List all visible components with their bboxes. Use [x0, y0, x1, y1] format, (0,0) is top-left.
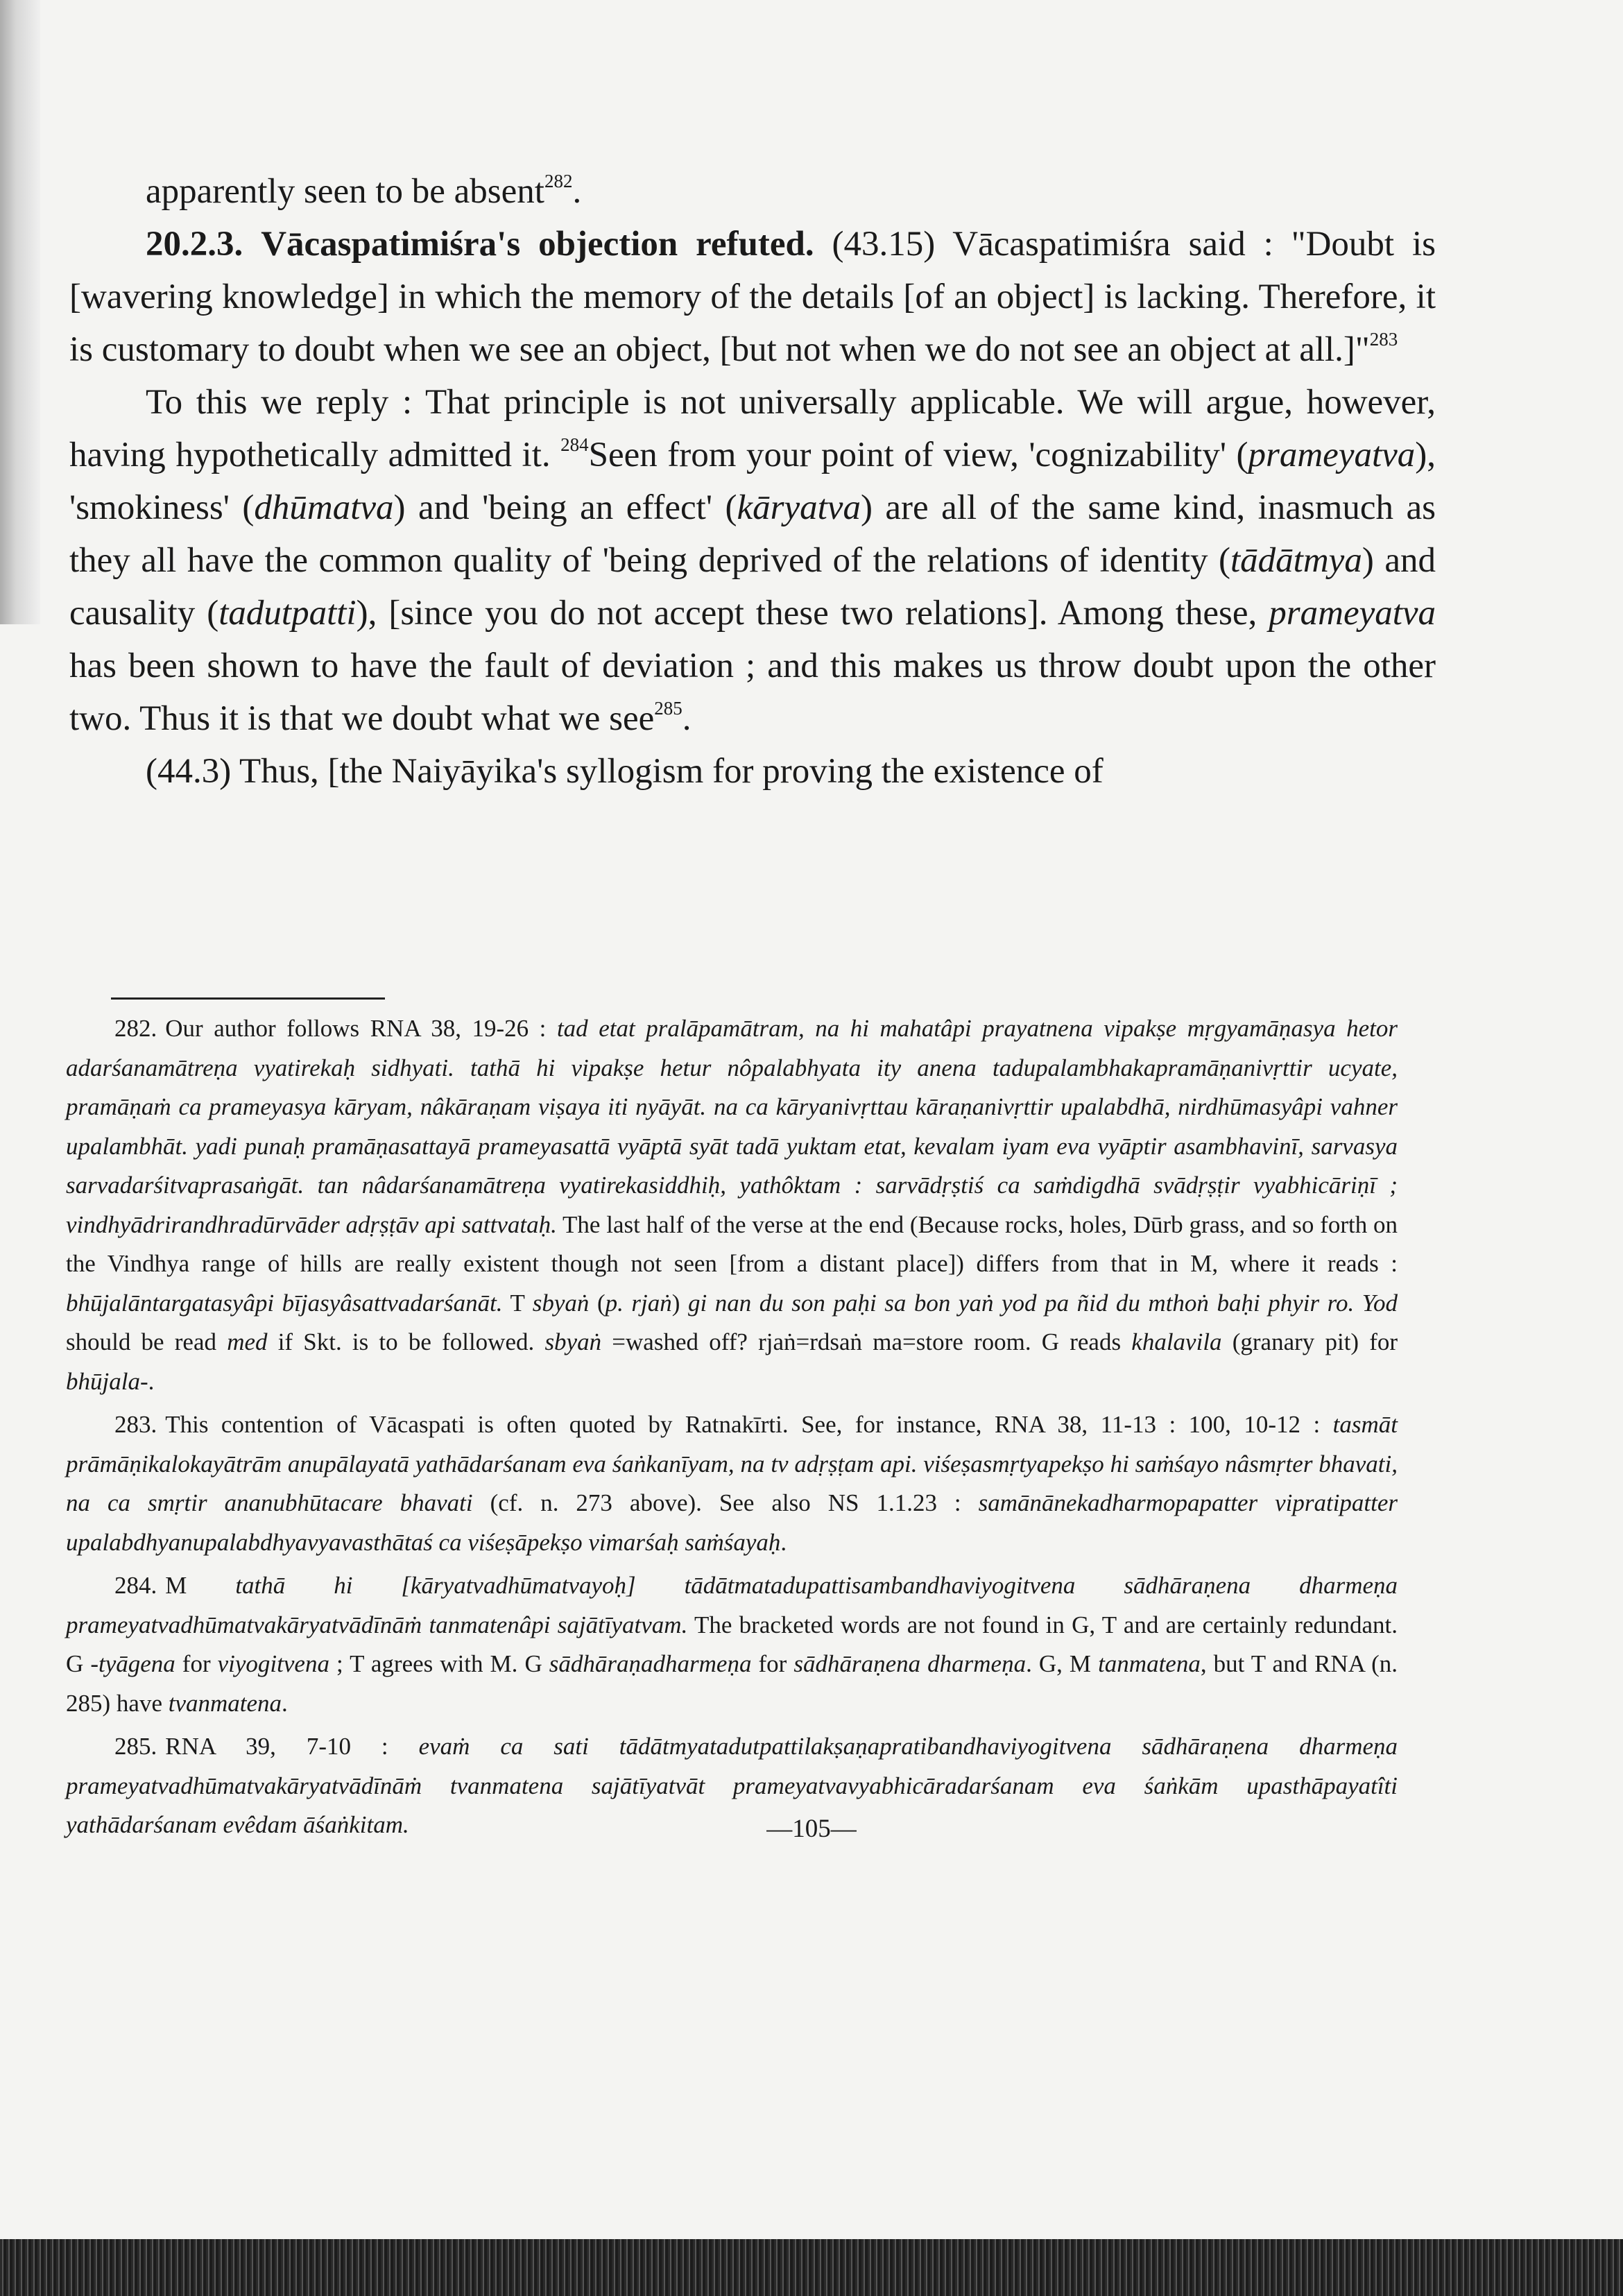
paragraph-3: [69, 376, 1436, 745]
text-span: T: [510, 1289, 525, 1317]
footnote-282: [66, 1009, 1398, 1401]
page-number: —105—: [766, 1815, 857, 1843]
tibetan-text: sbyaṅ: [532, 1289, 590, 1317]
footnote-number: 285.: [114, 1733, 157, 1760]
text-span: .: [282, 1689, 288, 1717]
term-tadatmya: tādātmya: [1230, 541, 1362, 580]
text-span: M: [165, 1572, 187, 1599]
text-span: Our author follows RNA 38, 19-26 :: [165, 1015, 547, 1042]
tibetan-text: sbyaṅ: [544, 1328, 602, 1355]
text-span: ), [since you do not accept these two relations]. Among these,: [356, 594, 1257, 633]
text-span: . G, M: [1026, 1650, 1092, 1677]
tibetan-text: p. rjaṅ: [605, 1289, 672, 1317]
text-span: ): [671, 1289, 680, 1317]
text-span: ), 'smokiness' (: [69, 436, 1436, 527]
sanskrit-text: tathā hi [kāryatvadhūmatvayoḥ] tādātmatadupattisambandhaviyogitvena sādhāraṇena dharmeṇa prameyatvadhūmatvakāryatvādīnāṁ tanmatenâpi sajātīyatvam.: [66, 1572, 1398, 1638]
text-span: Seen from your point of view, 'cognizability' (: [588, 436, 1248, 474]
text-span: (: [596, 1289, 606, 1317]
text-span: .: [682, 699, 692, 738]
text-span: for: [182, 1650, 211, 1677]
paragraph-1: [69, 165, 1436, 218]
scan-bottom-edge: [0, 2239, 1623, 2296]
text-span: .: [780, 1528, 787, 1556]
footnote-284: [66, 1566, 1398, 1723]
term-prameyatva: prameyatva: [1269, 594, 1436, 633]
sanskrit-text: tad etat pralāpamātram, na hi mahatâpi prayatnena vipakṣe mṛgyamāṇasya hetor adarśanamātreṇa vyatirekaḥ sidhyati. tathā hi vipakṣe hetur nôpalabhyata ity anena tadupalambhakapramāṇanivṛttir ucyate, pramāṇaṁ ca prameyasya kāryam, nâkāraṇam viṣaya iti nyāyāt. na ca kāryanivṛttau kāraṇanivṛttir upalabdhā, nirdhūmasyâpi vahner upalambhāt. yadi punaḥ pramāṇasattayā prameyasattā vyāptā syāt tadā yuktam etat, kevalam iyam eva vyāptir asambhavinī, sarvasya sarvadarśitvaprasaṅgāt. tan nâdarśanamātreṇa vyatirekasiddhiḥ, yathôktam : sarvādṛṣtiś ca saṁdigdhā svādṛṣṭir vyabhicāriṇī ; vindhyādrirandhradūrvāder adṛṣṭāv api sattvataḥ.: [66, 1015, 1398, 1238]
text-span: This contention of Vācaspati is often quoted by Ratnakīrti. See, for instance, RNA 38, 11-13 : 100, 10-12 :: [165, 1411, 1321, 1438]
sanskrit-text: khalavila: [1131, 1328, 1222, 1355]
text-span: The last half of the verse at the end (Because rocks, holes, Dūrb grass, and so forth on the Vindhya range of hills are really existent though not seen [from a distant place]) differs from that in M, where it reads :: [66, 1210, 1398, 1277]
sanskrit-text: tasmāt prāmāṇikalokayātrām anupālayatā yathādarśanam eva śaṅkanīyam, na tv adṛṣṭam api. viśeṣasmṛtyapekṣo hi saṁśayo nâsmṛter bhavati, na ca smṛtir ananubhūtacare bhavati: [66, 1411, 1398, 1516]
sanskrit-text: bhūjala-: [66, 1367, 148, 1395]
sanskrit-text: samānānekadharmopapatter vipratipatter upalabdhyanupalabdhyavyavasthātaś ca viśeṣāpekṣo vimarśaḥ saṁśayaḥ: [66, 1489, 1398, 1556]
sanskrit-text: sādhāraṇena dharmeṇa: [793, 1650, 1027, 1677]
term-dhumatva: dhūmatva: [254, 488, 394, 527]
paragraph-4: [69, 745, 1436, 798]
text-span: ) and 'being an effect' (: [393, 488, 737, 527]
sanskrit-text: -tyāgena: [90, 1650, 175, 1677]
scan-binding-edge: [0, 0, 40, 624]
sanskrit-text: bhūjalāntargatasyâpi bījasyâsattvadarśanāt.: [66, 1289, 503, 1317]
sanskrit-text: tvanmatena: [168, 1689, 282, 1717]
term-tadutpatti: tadutpatti: [218, 594, 357, 633]
text-span: =washed off? rjaṅ=rdsaṅ ma=store room. G reads: [612, 1328, 1122, 1355]
footnote-number: 284.: [114, 1572, 157, 1599]
paragraph-2: [69, 218, 1436, 376]
footnote-283: [66, 1405, 1398, 1562]
text-span: (cf. n. 273 above). See also NS 1.1.23 :: [490, 1489, 961, 1516]
section-title: Vācaspatimiśra's objection refuted.: [261, 225, 814, 264]
text-span: for: [758, 1650, 787, 1677]
tibetan-text: gi nan du son paḥi sa bon yaṅ yod pa ñid du mthoṅ baḥi phyir ro. Yod: [687, 1289, 1398, 1317]
footnote-ref-285: 285: [654, 698, 682, 719]
text-span: .: [572, 172, 582, 211]
footnote-ref-282: 282: [544, 171, 573, 191]
sanskrit-text: evaṁ ca sati tādātmyatadutpattilakṣaṇapratibandhaviyogitvena sādhāraṇena dharmeṇa prameyatvadhūmatvakāryatvādīnāṁ tvanmatena sajātīyatvāt prameyatvavyabhicāradarśanam eva śaṅkām upasthāpayatîti yathādarśanam evêdam āśaṅkitam.: [66, 1733, 1398, 1838]
text-span: should be read: [66, 1328, 216, 1355]
footnote-ref-284: 284: [560, 434, 589, 455]
text-span: ; T agrees with M. G: [336, 1650, 542, 1677]
text-span: To this we reply : That principle is not universally applicable. We will argue, however, having hypothetically admitted it.: [69, 383, 1436, 474]
section-number: 20.2.3.: [146, 225, 243, 264]
main-text: [69, 165, 1436, 798]
footnote-divider: [111, 997, 385, 1000]
tibetan-text: med: [227, 1328, 268, 1355]
footnote-ref-283: 283: [1369, 329, 1398, 350]
sanskrit-text: tanmatena: [1098, 1650, 1201, 1677]
text-span: if Skt. is to be followed.: [277, 1328, 535, 1355]
text-span: has been shown to have the fault of deviation ; and this makes us throw doubt upon the other two. Thus it is that we doubt what we see: [69, 646, 1436, 738]
text-span: (44.3) Thus, [the Naiyāyika's syllogism for proving the existence of: [146, 752, 1104, 791]
term-prameyatva: prameyatva: [1248, 436, 1416, 474]
text-span: ) are all of the same kind, inasmuch as they all have the common quality of 'being deprived of the relations of identity (: [69, 488, 1436, 580]
sanskrit-text: sādhāraṇadharmeṇa: [549, 1650, 752, 1677]
text-span: (43.15) Vācaspatimiśra said : "Doubt is [wavering knowledge] in which the memory of the details [of an object] is lacking. Therefore, it is customary to doubt when we see an object, [but not when we do not see an object at all.]": [69, 225, 1436, 369]
text-span: (granary pit) for: [1232, 1328, 1398, 1355]
text-span: ) and causality (: [69, 541, 1436, 633]
text-span: RNA 39, 7-10 :: [165, 1733, 388, 1760]
text-span: , but T and RNA (n. 285) have: [66, 1650, 1398, 1717]
text-span: The bracketed words are not found in G, T and are certainly redundant. G: [66, 1611, 1398, 1677]
sanskrit-text: viyogitvena: [217, 1650, 329, 1677]
footnote-number: 282.: [114, 1015, 157, 1042]
footnote-number: 283.: [114, 1411, 157, 1438]
footnotes: [66, 1009, 1398, 1849]
text-span: .: [148, 1367, 155, 1395]
text-span: apparently seen to be absent: [146, 172, 544, 211]
term-karyatva: kāryatva: [737, 488, 861, 527]
